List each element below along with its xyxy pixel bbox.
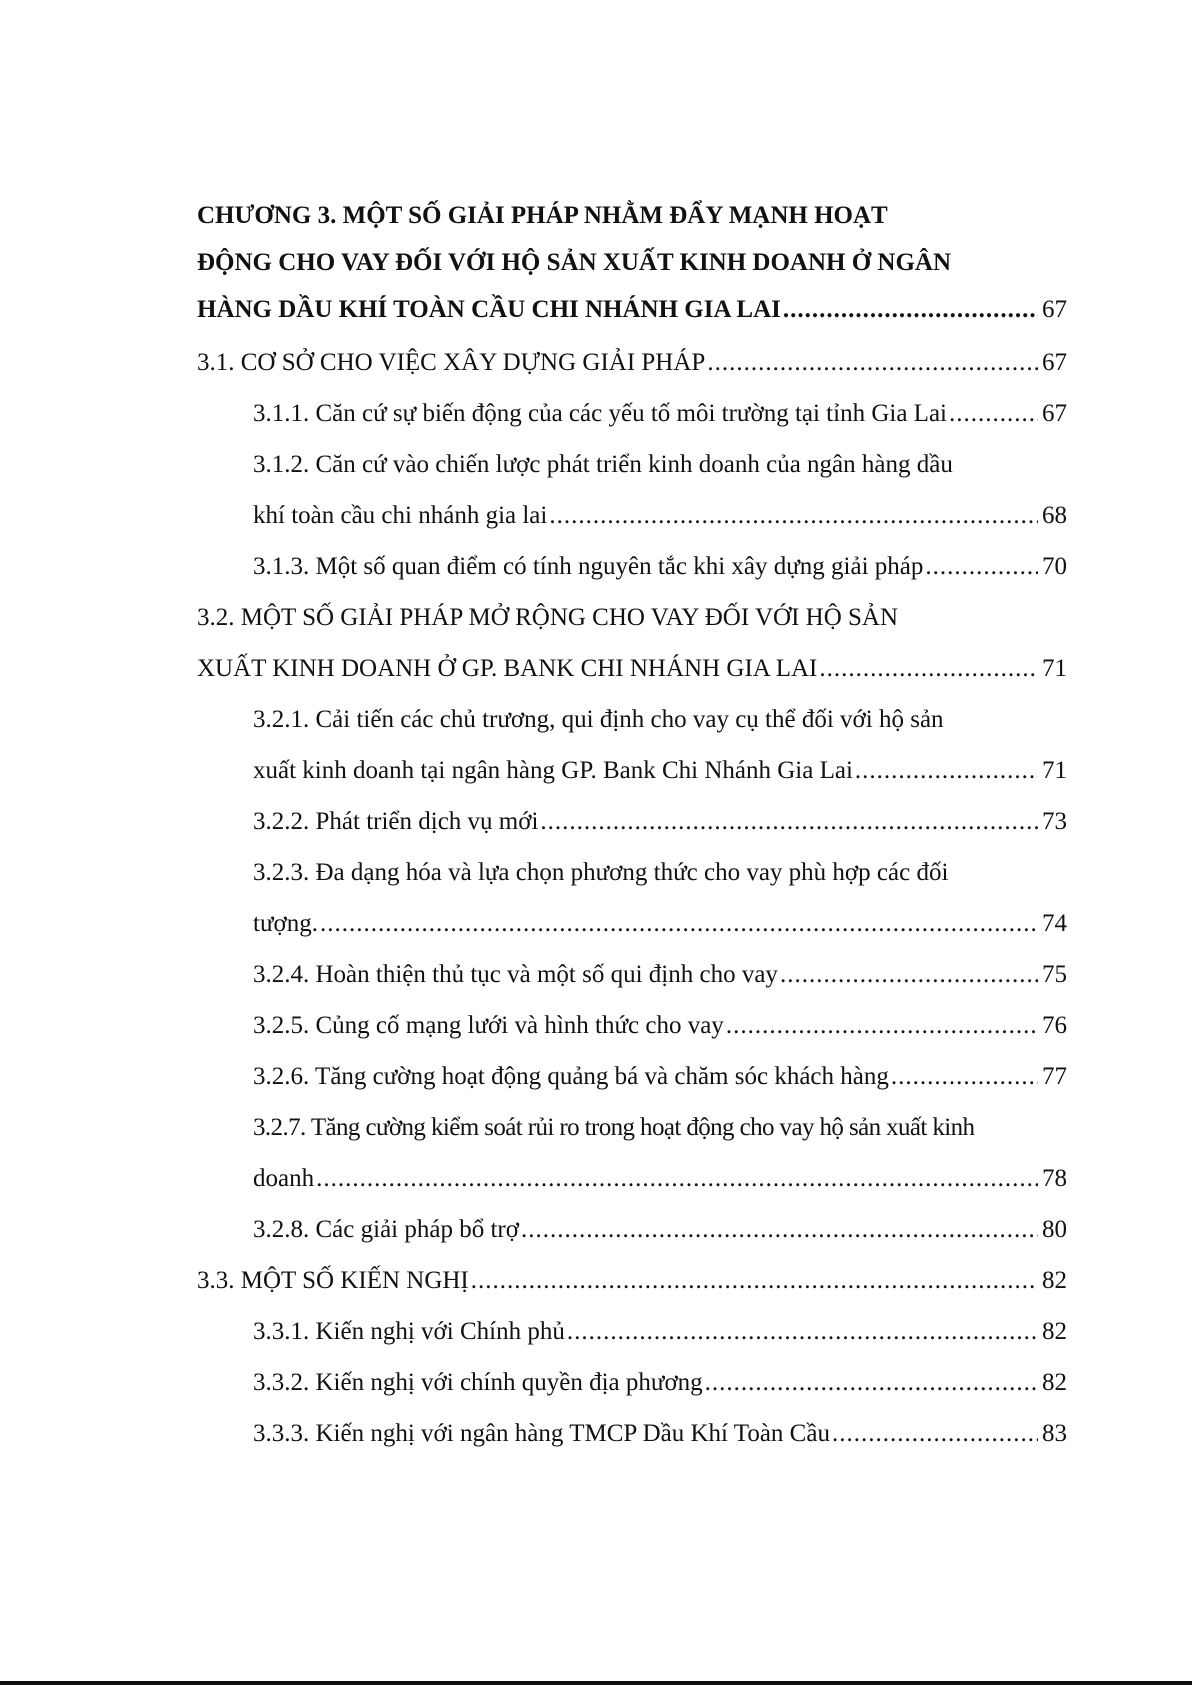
toc-entry-text: 3.1. CƠ SỞ CHO VIỆC XÂY DỰNG GIẢI PHÁP <box>197 349 706 376</box>
dot-leader <box>707 337 1038 388</box>
toc-entry-text: 3.3. MỘT SỐ KIẾN NGHỊ <box>197 1267 469 1294</box>
page-number: 73 <box>1042 808 1067 835</box>
toc-entry[interactable] <box>197 1255 1067 1306</box>
toc-entry-wrap-line: 3.2. MỘT SỐ GIẢI PHÁP MỞ RỘNG CHO VAY ĐỐI VỚI HỘ SẢN <box>197 604 899 631</box>
chapter-heading-line-1: CHƯƠNG 3. MỘT SỐ GIẢI PHÁP NHẰM ĐẨY MẠNH HOẠT <box>197 202 888 229</box>
toc-entry[interactable] <box>253 1357 1067 1408</box>
toc-entry-text: doanh <box>253 1165 315 1192</box>
table-of-contents <box>197 192 1067 1459</box>
page-number: 80 <box>1042 1216 1067 1243</box>
page-number: 83 <box>1042 1420 1067 1447</box>
toc-entry-text: XUẤT KINH DOANH Ở GP. BANK CHI NHÁNH GIA LAI <box>197 655 818 682</box>
toc-entry[interactable] <box>253 694 1067 796</box>
toc-entry-text: 3.2.6. Tăng cường hoạt động quảng bá và chăm sóc khách hàng <box>253 1063 889 1090</box>
toc-entry[interactable] <box>253 1102 1067 1204</box>
toc-entry[interactable] <box>253 1408 1067 1459</box>
toc-entry-text: 3.1.3. Một số quan điểm có tính nguyên tắc khi xây dựng giải pháp <box>253 553 924 580</box>
dot-leader <box>855 745 1038 796</box>
chapter-heading-line-3 <box>197 286 1067 333</box>
page-number: 71 <box>1042 655 1067 682</box>
toc-entry-text: 3.2.5. Củng cố mạng lưới và hình thức cho vay <box>253 1012 724 1039</box>
page-number: 82 <box>1042 1318 1067 1345</box>
dot-leader <box>567 1306 1038 1357</box>
page-number: 67 <box>1042 349 1067 376</box>
dot-leader <box>521 1204 1038 1255</box>
toc-entry-text: khí toàn cầu chi nhánh gia lai <box>253 502 548 529</box>
page-number: 68 <box>1042 502 1067 529</box>
toc-entry[interactable] <box>253 847 1067 949</box>
toc-entry-text: 3.3.1. Kiến nghị với Chính phủ <box>253 1318 565 1345</box>
dot-leader <box>316 1153 1038 1204</box>
page-number: 77 <box>1042 1063 1067 1090</box>
toc-entry-text: tượng. <box>253 910 318 937</box>
toc-entry[interactable] <box>253 1306 1067 1357</box>
page-number: 76 <box>1042 1012 1067 1039</box>
chapter-heading-line-2: ĐỘNG CHO VAY ĐỐI VỚI HỘ SẢN XUẤT KINH DOANH Ở NGÂN <box>197 249 952 276</box>
page-number: 74 <box>1042 910 1067 937</box>
chapter-heading <box>197 192 1067 333</box>
toc-entry-wrap-line: 3.1.2. Căn cứ vào chiến lược phát triển kinh doanh của ngân hàng dầu <box>253 451 953 478</box>
toc-entry-wrap-line: 3.2.3. Đa dạng hóa và lựa chọn phương thức cho vay phù hợp các đối <box>253 859 949 886</box>
toc-entry-text: 3.2.4. Hoàn thiện thủ tục và một số qui định cho vay <box>253 961 778 988</box>
dot-leader <box>780 949 1038 1000</box>
toc-entry[interactable] <box>253 796 1067 847</box>
toc-entry[interactable] <box>253 1051 1067 1102</box>
page-number: 82 <box>1042 1267 1067 1294</box>
toc-entry-text: 3.2.8. Các giải pháp bổ trợ <box>253 1216 519 1243</box>
toc-entry[interactable] <box>253 439 1067 541</box>
toc-entry[interactable] <box>253 541 1067 592</box>
toc-entry[interactable] <box>197 337 1067 388</box>
dot-leader <box>891 1051 1038 1102</box>
dot-leader <box>819 643 1038 694</box>
dot-leader <box>832 1408 1038 1459</box>
dot-leader <box>705 1357 1038 1408</box>
dot-leader <box>549 490 1038 541</box>
toc-entry[interactable] <box>253 1000 1067 1051</box>
toc-entry[interactable] <box>253 949 1067 1000</box>
toc-entry-text: 3.3.2. Kiến nghị với chính quyền địa phương <box>253 1369 703 1396</box>
page-number: 75 <box>1042 961 1067 988</box>
dot-leader <box>925 541 1038 592</box>
page-number: 82 <box>1042 1369 1067 1396</box>
dot-leader <box>540 796 1038 847</box>
toc-entry-text: 3.1.1. Căn cứ sự biến động của các yếu tố môi trường tại tỉnh Gia Lai <box>253 400 947 427</box>
page-number: 70 <box>1042 553 1067 580</box>
bottom-edge-rule <box>0 1681 1192 1685</box>
dot-leader <box>783 286 1038 333</box>
toc-entry[interactable] <box>197 592 1067 694</box>
toc-entry[interactable] <box>253 1204 1067 1255</box>
page-number: 67 <box>1042 400 1067 427</box>
toc-entry-wrap-line: 3.2.7. Tăng cường kiểm soát rủi ro trong hoạt động cho vay hộ sản xuất kinh <box>253 1114 975 1141</box>
toc-entry[interactable] <box>253 388 1067 439</box>
page-number: 78 <box>1042 1165 1067 1192</box>
dot-leader <box>320 898 1038 949</box>
dot-leader <box>726 1000 1038 1051</box>
page-number: 67 <box>1042 296 1067 323</box>
toc-entry-wrap-line: 3.2.1. Cải tiến các chủ trương, qui định cho vay cụ thể đối với hộ sản <box>253 706 944 733</box>
toc-entry-text: 3.2.2. Phát triển dịch vụ mới <box>253 808 539 835</box>
page-number: 71 <box>1042 757 1067 784</box>
toc-entry-text: 3.3.3. Kiến nghị với ngân hàng TMCP Dầu Khí Toàn Cầu <box>253 1420 830 1447</box>
dot-leader <box>471 1255 1038 1306</box>
chapter-heading-text: HÀNG DẦU KHÍ TOÀN CẦU CHI NHÁNH GIA LAI <box>197 296 781 323</box>
dot-leader <box>949 388 1038 439</box>
toc-entry-text: xuất kinh doanh tại ngân hàng GP. Bank Chi Nhánh Gia Lai <box>253 757 853 784</box>
